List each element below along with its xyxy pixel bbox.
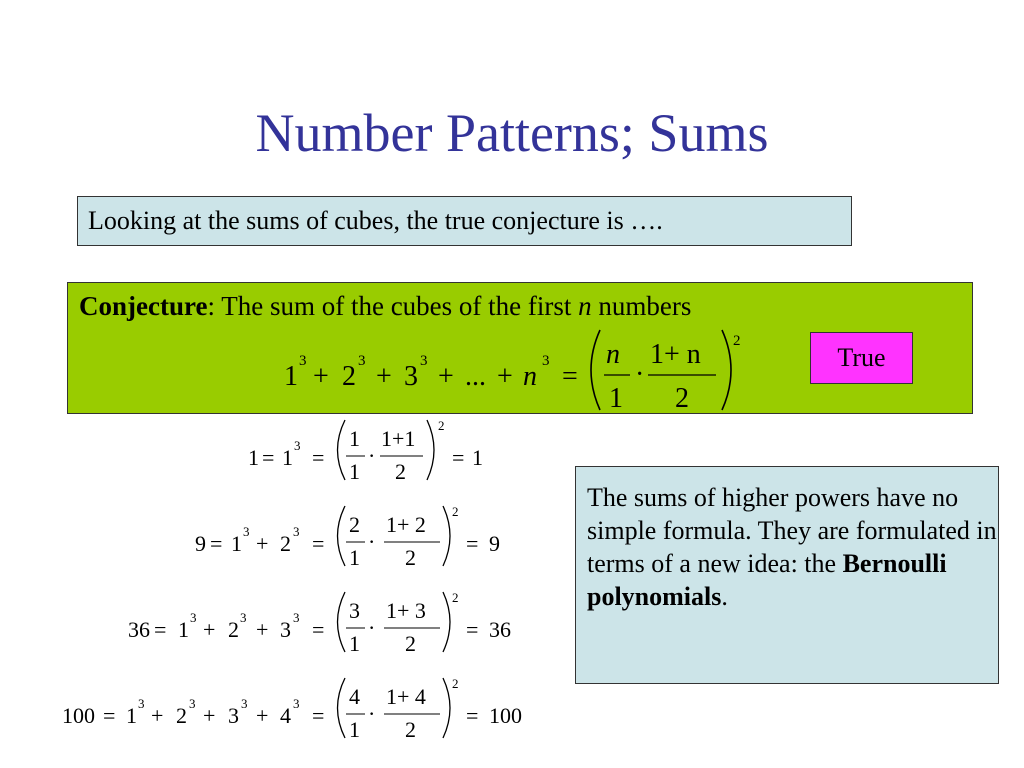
equals-sign: =: [562, 361, 578, 392]
ex3-f2den: 2: [405, 631, 416, 656]
slide-title: Number Patterns; Sums: [255, 103, 769, 163]
true-label-box: True: [810, 332, 913, 384]
ex1-rparen: [427, 420, 434, 480]
conjecture-statement: [79, 291, 691, 322]
conjecture-text-before: : The sum of the cubes of the first: [207, 291, 579, 321]
ex4-f1num: 4: [349, 684, 360, 709]
ex3-t1: 1: [178, 617, 189, 642]
ex3-dot: ·: [368, 615, 376, 640]
ex2-f2den: 2: [405, 545, 416, 570]
plus-4: +: [497, 361, 513, 392]
ex2-lparen: [338, 506, 346, 566]
example-3: [128, 590, 511, 656]
ex1-dot: ·: [368, 443, 376, 468]
ex3-f2num: 1+ 3: [386, 598, 426, 623]
ex3-value: 36: [128, 617, 150, 642]
plus-3: +: [438, 361, 454, 392]
ex4-t2: 2: [176, 703, 187, 728]
ex3-e3: 3: [293, 610, 300, 625]
ex4-lparen: [338, 678, 346, 738]
note-end: .: [721, 582, 728, 611]
ex3-p1: +: [203, 617, 216, 642]
outer-exp: 2: [733, 333, 741, 349]
ex2-dot: ·: [368, 529, 376, 554]
note-text: The sums of higher powers have no simple formula. They are formulated in terms of a new idea: the: [587, 483, 997, 578]
ex1-eq1: =: [262, 445, 275, 470]
ex1-outer-exp: 2: [438, 418, 445, 433]
ex4-f2num: 1+ 4: [386, 684, 426, 709]
bernoulli-note-box: [575, 466, 999, 684]
plus-2: +: [376, 361, 392, 392]
ex2-eq1: =: [210, 531, 223, 556]
example-2: [195, 504, 500, 570]
ex4-f1den: 1: [349, 717, 360, 742]
ex2-rparen: [443, 506, 450, 566]
ex3-lparen: [338, 592, 346, 652]
frac2-num: 1+ n: [650, 339, 701, 370]
ex2-result: 9: [489, 531, 500, 556]
exp-3: 3: [420, 353, 428, 369]
ex3-f1num: 3: [349, 598, 360, 623]
ex3-t2: 2: [228, 617, 239, 642]
ex4-e3: 3: [241, 696, 248, 711]
ex1-f1den: 1: [349, 459, 360, 484]
ex3-eq3: =: [466, 617, 479, 642]
term-n: n: [523, 361, 537, 392]
ex3-t3: 3: [280, 617, 291, 642]
ex2-outer-exp: 2: [452, 504, 459, 519]
frac1-num: n: [606, 339, 620, 370]
ex1-eq2: =: [312, 445, 325, 470]
ex4-t1: 1: [126, 703, 137, 728]
ex1-f2den: 2: [395, 459, 406, 484]
frac2-den: 2: [675, 383, 689, 414]
term-ellipsis: ...: [465, 361, 486, 392]
ex2-t2: 2: [280, 531, 291, 556]
ex2-value: 9: [195, 531, 206, 556]
intro-box: Looking at the sums of cubes, the true conjecture is ….: [77, 196, 852, 246]
conjecture-variable: n: [578, 291, 592, 321]
ex2-eq2: =: [312, 531, 325, 556]
conjecture-text-after: numbers: [591, 291, 692, 321]
ex4-eq2: =: [312, 703, 325, 728]
ex4-result: 100: [489, 703, 522, 728]
ex4-t3: 3: [228, 703, 239, 728]
example-1: [248, 418, 483, 484]
term-3: 3: [404, 361, 418, 392]
ex1-t1: 1: [282, 445, 293, 470]
ex4-p2: +: [203, 703, 216, 728]
ex3-e2: 3: [240, 610, 247, 625]
note-bold: Bernoulli polynomials: [587, 549, 947, 611]
ex3-result: 36: [489, 617, 511, 642]
ex4-rparen: [443, 678, 450, 738]
example-4: [62, 676, 522, 742]
conjecture-label: Conjecture: [79, 291, 208, 321]
ex2-e2: 3: [293, 524, 300, 539]
exp-2: 3: [358, 353, 366, 369]
ex4-p1: +: [151, 703, 164, 728]
ex2-eq3: =: [466, 531, 479, 556]
ex4-e2: 3: [189, 696, 196, 711]
ex3-p2: +: [256, 617, 269, 642]
ex4-e4: 3: [293, 696, 300, 711]
ex2-t1: 1: [231, 531, 242, 556]
ex1-f2num: 1+1: [381, 426, 416, 451]
plus-1: +: [313, 361, 329, 392]
exp-n: 3: [542, 353, 550, 369]
ex2-f1num: 2: [349, 512, 360, 537]
ex1-result: 1: [472, 445, 483, 470]
ex1-value: 1: [248, 445, 259, 470]
ex1-f1num: 1: [349, 426, 360, 451]
ex4-eq3: =: [466, 703, 479, 728]
ex2-p1: +: [256, 531, 269, 556]
ex1-eq3: =: [452, 445, 465, 470]
ex4-f2den: 2: [405, 717, 416, 742]
exp-1: 3: [299, 353, 307, 369]
ex3-eq1: =: [154, 617, 167, 642]
ex4-eq1: =: [103, 703, 116, 728]
ex3-outer-exp: 2: [452, 590, 459, 605]
ex3-f1den: 1: [349, 631, 360, 656]
ex2-f1den: 1: [349, 545, 360, 570]
ex3-rparen: [443, 592, 450, 652]
term-1: 1: [284, 361, 298, 392]
frac1-den: 1: [609, 383, 623, 414]
ex4-p3: +: [256, 703, 269, 728]
ex4-dot: ·: [368, 701, 376, 726]
term-2: 2: [342, 361, 356, 392]
ex4-outer-exp: 2: [452, 676, 459, 691]
ex2-f2num: 1+ 2: [386, 512, 426, 537]
ex3-eq2: =: [312, 617, 325, 642]
dot-operator: ·: [635, 359, 645, 390]
ex4-e1: 3: [138, 696, 145, 711]
ex1-lparen: [338, 420, 346, 480]
ex4-t4: 4: [280, 703, 291, 728]
ex2-e1: 3: [243, 524, 250, 539]
ex4-value: 100: [62, 703, 95, 728]
ex1-e1: 3: [294, 438, 301, 453]
ex3-e1: 3: [190, 610, 197, 625]
